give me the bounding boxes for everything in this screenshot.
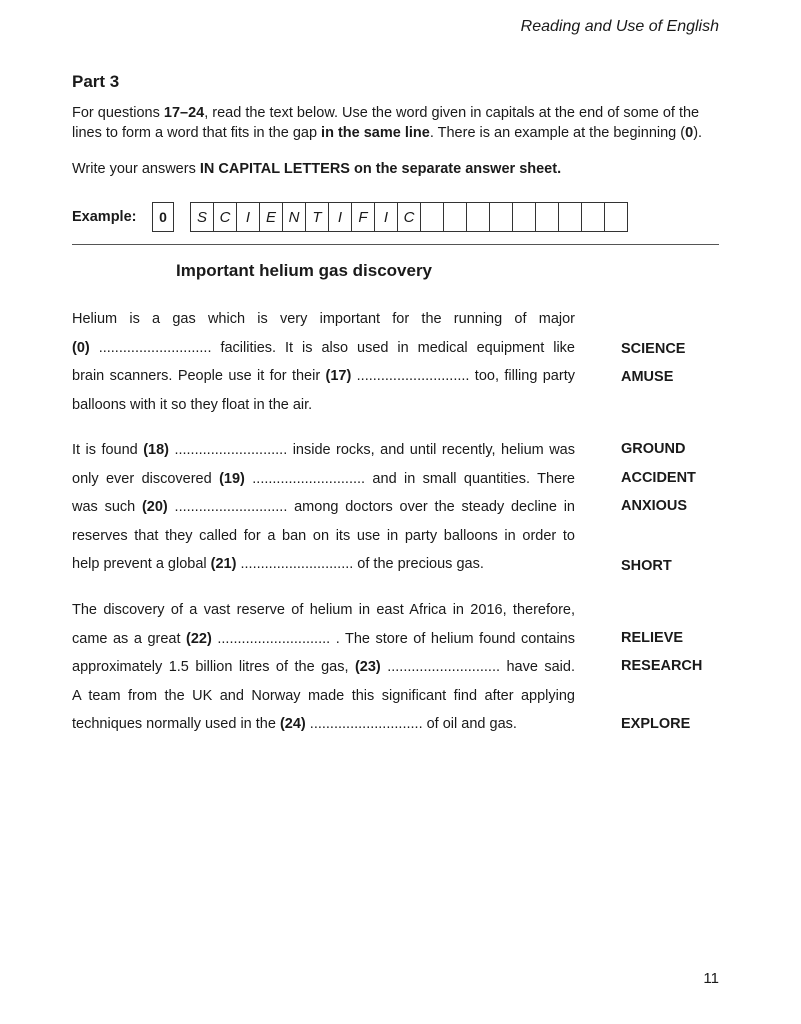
text-line: techniques normally used in the (24) ............................ of oil and gas. xyxy=(72,716,517,732)
answer-letter-box: S xyxy=(190,202,214,232)
text-line: brain scanners. People use it for their (17) ............................ too, filling party xyxy=(72,368,575,384)
answer-letter-box xyxy=(421,202,444,232)
paragraph-1 xyxy=(72,305,575,419)
answer-letter-box xyxy=(536,202,559,232)
text-line: A team from the UK and Norway made this significant find after applying xyxy=(72,687,575,704)
example-answer-boxes xyxy=(190,202,628,232)
answer-letter-box: C xyxy=(214,202,237,232)
answer-letter-box xyxy=(513,202,536,232)
answer-letter-box: F xyxy=(352,202,375,232)
text-line: It is found (18) ............................ inside rocks, and until recently, helium was xyxy=(72,442,575,458)
keyword-explore: EXPLORE xyxy=(621,716,691,732)
keyword-research: RESEARCH xyxy=(621,658,703,674)
text-line: approximately 1.5 billion litres of the gas, (23) ............................ have said. xyxy=(72,659,575,675)
page-number: 11 xyxy=(703,970,719,987)
text-line: reserves that they called for a ban on its use in party balloons in order to xyxy=(72,527,575,544)
answer-letter-box: I xyxy=(375,202,398,232)
answer-letter-box: I xyxy=(329,202,352,232)
answer-letter-box: T xyxy=(306,202,329,232)
instructions: For questions 17–24, read the text below. Use the word given in capitals at the end of some of the lines to form a word that fits in the gap in the same line. There is an example at the beginning (0). xyxy=(72,105,703,141)
text-line: balloons with it so they float in the air. xyxy=(72,396,313,413)
example-label: Example: xyxy=(72,209,137,225)
answer-letter-box xyxy=(605,202,628,232)
answer-letter-box xyxy=(467,202,490,232)
example-row xyxy=(72,202,628,232)
answer-letter-box xyxy=(490,202,513,232)
paragraph-2 xyxy=(72,436,575,579)
text-line: The discovery of a vast reserve of helium in east Africa in 2016, therefore, xyxy=(72,602,575,618)
keyword-relieve: RELIEVE xyxy=(621,630,684,646)
text-line: only ever discovered (19) ............................ and in small quantities. There xyxy=(72,470,575,487)
answer-letter-box xyxy=(559,202,582,232)
answer-letter-box xyxy=(444,202,467,232)
divider xyxy=(72,244,719,245)
keyword-short: SHORT xyxy=(621,558,672,574)
keyword-accident: ACCIDENT xyxy=(621,470,696,486)
answer-letter-box xyxy=(582,202,605,232)
article-title: Important helium gas discovery xyxy=(176,261,433,280)
section-header: Reading and Use of English xyxy=(520,18,719,35)
paragraph-3 xyxy=(72,596,575,739)
text-line: came as a great (22) ............................ . The store of helium found contains xyxy=(72,630,575,647)
keyword-amuse: AMUSE xyxy=(621,369,674,385)
answer-instruction: Write your answers IN CAPITAL LETTERS on the separate answer sheet. xyxy=(72,161,562,177)
keyword-ground: GROUND xyxy=(621,441,686,457)
answer-letter-box: C xyxy=(398,202,421,232)
text-line: help prevent a global (21) ............................ of the precious gas. xyxy=(72,556,484,572)
answer-letter-box: E xyxy=(260,202,283,232)
text-line: was such (20) ............................ among doctors over the steady decline in xyxy=(72,499,575,515)
part-title: Part 3 xyxy=(72,72,120,91)
keyword-anxious: ANXIOUS xyxy=(621,498,688,514)
keyword-science: SCIENCE xyxy=(621,341,686,357)
answer-letter-box: I xyxy=(237,202,260,232)
example-number-box: 0 xyxy=(152,202,174,232)
text-line: (0) ............................ facilities. It is also used in medical equipment like xyxy=(72,339,575,356)
answer-letter-box: N xyxy=(283,202,306,232)
text-line: Helium is a gas which is very important for the running of major xyxy=(72,311,575,327)
